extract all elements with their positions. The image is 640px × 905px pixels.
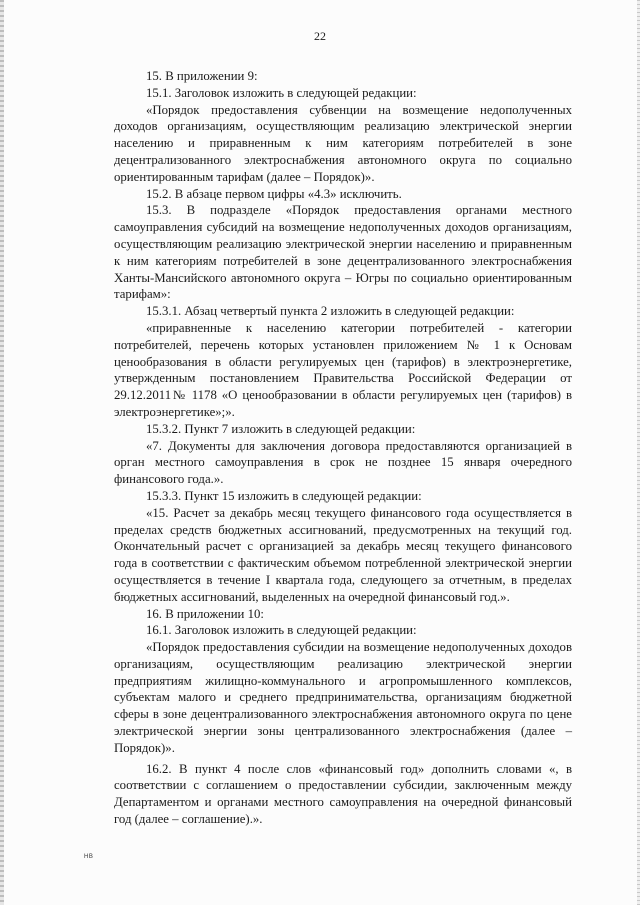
paragraph-16-1: 16.1. Заголовок изложить в следующей редакции:	[146, 623, 417, 638]
paragraph-15-1-quote: «Порядок предоставления субвенции на возмещение недополученных доходов организациям, осуществляющим реализацию электрической энергии населению и приравненным к ним категориям потребителей в зоне децентрализованного электроснабжения автономного округа по социально ориентированным тарифам (далее – Порядок)».	[114, 102, 572, 184]
paragraph-15-2: 15.2. В абзаце первом цифры «4.3» исключить.	[146, 186, 402, 201]
document-body	[114, 68, 572, 828]
page-number: 22	[314, 29, 326, 43]
paragraph-15-3-3-quote: «15. Расчет за декабрь месяц текущего финансового года осуществляется в пределах средств бюджетных ассигнований, предусмотренных на текущий год. Окончательный расчет с организацией за декабрь месяц текущего финансового года в соответствии с фактическим объемом потребленной электрической энергии осуществляется в течение I квартала года, следующего за отчетным, в пределах бюджетных ассигнований, выделенных на очередной финансовый год.».	[114, 505, 572, 604]
paragraph-15-3-2: 15.3.2. Пункт 7 изложить в следующей редакции:	[146, 421, 416, 436]
paragraph-15-3-2-quote: «7. Документы для заключения договора предоставляются организацией в орган местного самоуправления в срок не позднее 15 января очередного финансового года.».	[114, 438, 572, 487]
paragraph-15-3: 15.3. В подразделе «Порядок предоставления органами местного самоуправления субсидий на возмещение недополученных доходов организациям, осуществляющим реализацию электрической энергии населению и приравненным к ним категориям потребителей в зоне децентрализованного электроснабжения Ханты-Мансийского автономного округа – Югры по социально ориентированным тарифам»:	[114, 203, 572, 302]
paragraph-16-1-quote: «Порядок предоставления субсидии на возмещение недополученных доходов организациям, осуществляющим реализацию электрической энергии предприятиям жилищно-коммунального и агропромышленного комплексов, субъектам малого и среднего предпринимательства, организациям бюджетной сферы в зоне децентрализованного электроснабжения автономного округа по цене электрической энергии зоны централизованного электроснабжения (далее – Порядок)».	[114, 640, 572, 755]
paragraph-15-3-3: 15.3.3. Пункт 15 изложить в следующей редакции:	[146, 488, 422, 503]
paragraph-16: 16. В приложении 10:	[146, 606, 264, 621]
paragraph-16-2: 16.2. В пункт 4 после слов «финансовый год» дополнить словами «, в соответствии с соглашением о предоставлении субсидии, заключенным между Департаментом и органами местного самоуправления на очередной финансовый год (далее – соглашение).».	[114, 761, 572, 827]
paragraph-15-3-1-quote: «приравненные к населению категории потребителей - категории потребителей, перечень которых установлен приложением № 1 к Основам ценообразования в области регулируемых цен (тарифов) в электроэнергетике, утвержденным постановлением Правительства Российской Федерации от 29.12.2011№ 1178 «О ценообразовании в области регулируемых цен (тарифов) в электроэнергетике»;».	[114, 320, 572, 419]
paragraph-15: 15. В приложении 9:	[146, 69, 258, 83]
paragraph-15-3-1: 15.3.1. Абзац четвертый пункта 2 изложить в следующей редакции:	[146, 304, 515, 319]
paragraph-15-1: 15.1. Заголовок изложить в следующей редакции:	[146, 85, 417, 100]
scan-edge-left	[0, 0, 4, 905]
footer-initials: HB	[84, 854, 94, 860]
